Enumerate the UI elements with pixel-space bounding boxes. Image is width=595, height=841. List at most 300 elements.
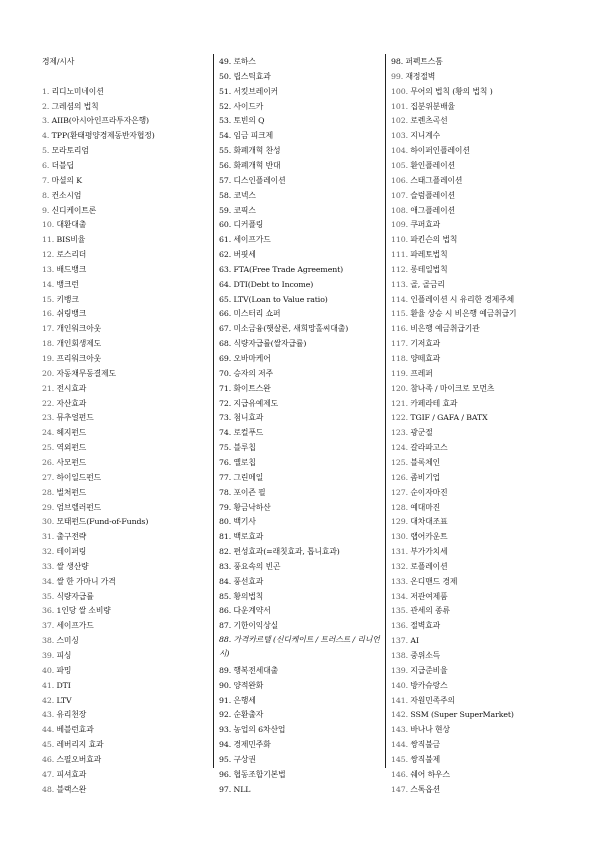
list-item: [219, 262, 385, 277]
item-text: 코픽스: [231, 205, 256, 215]
item-text: 파킨슨의 법칙: [407, 235, 458, 245]
item-text: 방카슈랑스: [407, 680, 448, 690]
item-text: 농업의 6차산업: [231, 725, 286, 735]
list-item: [391, 396, 559, 411]
item-text: 디스인플레이션: [231, 175, 286, 185]
item-number: 144.: [391, 740, 408, 750]
item-number: 128.: [391, 502, 408, 512]
item-text: 집분위분배율: [407, 101, 455, 111]
list-item: [42, 396, 213, 411]
item-number: 89.: [219, 665, 232, 675]
list-item: [42, 381, 213, 396]
item-number: 12.: [42, 250, 55, 260]
list-item: [391, 470, 559, 485]
item-text: 쌀 한 가마니 가격: [54, 576, 116, 586]
item-number: 99.: [391, 71, 404, 81]
item-text: 블록체인: [407, 457, 441, 467]
item-text: 지니계수: [407, 131, 441, 141]
item-text: 로하스: [231, 57, 256, 66]
list-item: [42, 678, 213, 693]
list-item: [42, 292, 213, 307]
item-number: 33.: [42, 561, 55, 571]
item-number: 97.: [219, 784, 232, 794]
list-item: [219, 277, 385, 292]
list-item: [42, 99, 213, 114]
list-item: [42, 84, 213, 99]
item-text: 승자의 저주: [231, 368, 274, 378]
list-item: [391, 663, 559, 678]
item-text: 프리워크아웃: [54, 354, 102, 363]
item-text: 개인워크아웃: [54, 324, 102, 334]
item-text: 키뱅크: [54, 294, 79, 304]
item-number: 72.: [219, 398, 232, 408]
item-number: 22.: [42, 398, 55, 408]
list-item: [42, 782, 213, 797]
item-text: 뱅크런: [54, 279, 79, 289]
list-item: [219, 440, 385, 455]
item-text: TPP(환태평양경제동반자협정): [49, 131, 155, 141]
list-item: [219, 767, 385, 782]
list-item: [219, 158, 385, 173]
list-item: [219, 321, 385, 336]
list-item: [219, 143, 385, 158]
list-item: [219, 678, 385, 693]
item-number: 66.: [219, 309, 232, 319]
list-item: [219, 410, 385, 425]
list-item: [42, 603, 213, 618]
item-number: 55.: [219, 146, 232, 156]
item-number: 47.: [42, 769, 55, 779]
item-text: 대환대출: [54, 220, 87, 230]
item-number: 127.: [391, 487, 408, 497]
item-text: 구상권: [231, 754, 256, 764]
item-text: 환인플레이션: [407, 160, 455, 170]
item-number: 113.: [391, 279, 408, 289]
item-number: 50.: [219, 71, 232, 81]
item-number: 111.: [391, 250, 408, 260]
item-text: 로스리더: [54, 250, 87, 260]
item-text: 그린메일: [231, 472, 264, 482]
item-text: 환율 상승 시 비은행 예금취급기: [407, 309, 517, 319]
item-number: 125.: [391, 457, 408, 467]
list-item: [219, 574, 385, 589]
item-number: 147.: [391, 784, 408, 794]
list-item: [42, 366, 213, 381]
item-number: 141.: [391, 695, 408, 705]
list-item: [219, 752, 385, 767]
item-number: 106.: [391, 175, 408, 185]
item-text: 피셔효과: [54, 769, 87, 779]
list-item: [391, 113, 559, 128]
list-item: [219, 247, 385, 262]
item-number: 78.: [219, 487, 232, 497]
item-number: 83.: [219, 561, 232, 571]
item-text: 다운계약서: [231, 606, 271, 616]
list-item: [391, 99, 559, 114]
list-item: [219, 589, 385, 604]
list-item: [391, 203, 559, 218]
item-text: 골, 골금리: [407, 279, 445, 289]
item-text: 미소금융(햇살론, 새희망홀씨대출): [231, 324, 349, 334]
item-text: 세이프가드: [231, 235, 271, 245]
item-text: BIS비율: [54, 235, 86, 245]
item-text: 베블런효과: [54, 725, 94, 735]
item-number: 59.: [219, 205, 232, 215]
item-number: 35.: [42, 591, 55, 601]
item-number: 81.: [219, 532, 232, 542]
list-item: [391, 514, 559, 529]
list-item: [219, 529, 385, 544]
item-number: 38.: [42, 636, 55, 646]
item-text: 양적완화: [231, 680, 264, 690]
item-number: 139.: [391, 665, 408, 675]
item-text: 마셜의 K: [49, 175, 83, 185]
item-text: 코넥스: [231, 190, 256, 200]
list-item: [42, 247, 213, 262]
item-text: 온디맨드 경제: [407, 576, 458, 586]
item-number: 134.: [391, 591, 408, 601]
item-text: 포이즌 필: [231, 487, 266, 497]
list-item: [42, 143, 213, 158]
item-number: 135.: [391, 606, 408, 616]
list-item: [42, 633, 213, 648]
item-number: 61.: [219, 235, 232, 245]
item-number: 118.: [391, 354, 408, 363]
item-text: 쉬링뱅크: [54, 309, 87, 319]
list-item: [391, 277, 559, 292]
item-text: 가격카르텔 (신디케이트 / 트러스트 / 리니언시): [219, 635, 380, 659]
item-text: 립스틱효과: [231, 71, 271, 81]
item-number: 19.: [42, 354, 55, 363]
list-item: [42, 707, 213, 722]
item-number: 103.: [391, 131, 408, 141]
list-item: [219, 113, 385, 128]
item-text: 경제민주화: [231, 740, 271, 750]
item-text: 스태그플레이션: [407, 175, 463, 185]
item-text: 절벽효과: [407, 621, 441, 631]
item-text: 사모펀드: [54, 457, 87, 467]
item-text: 디커플링: [231, 220, 264, 230]
item-text: 피싱: [54, 651, 72, 660]
list-item: [391, 529, 559, 544]
toc-table: [36, 54, 559, 794]
list-item: [219, 381, 385, 396]
item-number: 2.: [42, 101, 50, 111]
item-number: 86.: [219, 606, 232, 616]
item-number: 28.: [42, 487, 55, 497]
item-number: 29.: [42, 502, 55, 512]
item-number: 115.: [391, 309, 408, 319]
item-number: 100.: [391, 86, 408, 96]
item-text: 저관여제품: [407, 591, 448, 601]
item-text: DTI(Debt to Income): [231, 279, 314, 289]
item-text: 미스터리 쇼퍼: [231, 309, 281, 319]
list-item: [391, 158, 559, 173]
item-number: 123.: [391, 428, 408, 438]
item-text: 프레퍼: [407, 368, 433, 378]
list-item: [42, 485, 213, 500]
item-number: 49.: [219, 57, 232, 66]
item-number: 44.: [42, 725, 55, 735]
item-number: 107.: [391, 190, 408, 200]
item-number: 54.: [219, 131, 232, 141]
list-item: [219, 351, 385, 366]
item-number: 101.: [391, 101, 408, 111]
item-number: 42.: [42, 695, 55, 705]
list-item: [42, 544, 213, 559]
item-text: 그레셤의 법칙: [49, 101, 99, 111]
item-text: 하이퍼인플레이션: [407, 146, 470, 156]
item-text: 리디노미네이션: [49, 86, 104, 96]
item-text: 서킷브레이커: [231, 86, 279, 96]
item-number: 53.: [219, 116, 232, 126]
item-text: TGIF / GAFA / BATX: [407, 413, 488, 423]
item-text: 전시효과: [54, 383, 87, 393]
list-item: [219, 203, 385, 218]
list-item: [391, 559, 559, 574]
item-number: 25.: [42, 443, 55, 453]
item-number: 57.: [219, 175, 232, 185]
item-number: 136.: [391, 621, 408, 631]
list-item: [42, 113, 213, 128]
item-number: 94.: [219, 740, 232, 750]
list-item: [219, 336, 385, 351]
item-text: 자원민족주의: [407, 695, 455, 705]
item-number: 137.: [391, 636, 408, 646]
list-item: [42, 440, 213, 455]
item-text: 테이퍼링: [54, 547, 87, 557]
item-text: 파밍: [54, 665, 72, 675]
item-text: 토빈의 Q: [231, 116, 265, 126]
list-item: [391, 603, 559, 618]
item-text: 화폐개혁 찬성: [231, 146, 281, 156]
item-text: 스미싱: [54, 636, 79, 646]
item-number: 102.: [391, 116, 408, 126]
item-text: 컨소시엄: [49, 190, 82, 200]
item-number: 64.: [219, 279, 232, 289]
list-item: [391, 336, 559, 351]
list-item: [219, 485, 385, 500]
item-text: 블랙스완: [54, 784, 87, 794]
list-item: [42, 618, 213, 633]
list-item: [391, 648, 559, 663]
list-item: [219, 737, 385, 752]
item-text: 더블딥: [49, 160, 74, 170]
item-text: 부가가치세: [407, 547, 448, 557]
item-text: 스필오버효과: [54, 754, 102, 764]
item-text: SSM (Super SuperMarket): [407, 710, 514, 720]
item-number: 76.: [219, 457, 232, 467]
item-number: 1.: [42, 86, 50, 96]
item-text: 하이일드펀드: [54, 472, 102, 482]
item-text: AI: [407, 636, 419, 646]
item-text: 협동조합기본법: [231, 769, 286, 779]
item-text: 신디케이트론: [49, 205, 97, 215]
item-text: 바나나 현상: [407, 725, 450, 735]
item-text: 오바마케어: [231, 354, 271, 363]
item-text: 롱테일법칙: [407, 264, 448, 274]
item-number: 120.: [391, 383, 408, 393]
item-number: 116.: [391, 324, 408, 334]
list-item: [391, 262, 559, 277]
list-item: [42, 693, 213, 708]
item-number: 132.: [391, 561, 408, 571]
item-text: 대차대조표: [407, 517, 448, 527]
item-number: 4.: [42, 131, 50, 141]
item-text: 엄브렐러펀드: [54, 502, 102, 512]
item-text: AIIB(아시아인프라투자은행): [49, 116, 149, 126]
list-item: [391, 366, 559, 381]
item-number: 70.: [219, 368, 232, 378]
list-item: [42, 262, 213, 277]
item-text: 애그플레이션: [407, 205, 455, 215]
item-text: 사이드카: [231, 101, 264, 111]
item-text: 화폐개혁 반대: [231, 160, 281, 170]
list-item: [42, 767, 213, 782]
item-number: 90.: [219, 680, 232, 690]
item-number: 129.: [391, 517, 408, 527]
item-number: 9.: [42, 205, 50, 215]
item-text: 카페라테 효과: [407, 398, 458, 408]
item-number: 30.: [42, 517, 55, 527]
list-item: [42, 455, 213, 470]
list-item: [42, 410, 213, 425]
item-number: 14.: [42, 279, 55, 289]
item-number: 67.: [219, 324, 232, 334]
item-text: 기저효과: [407, 339, 441, 349]
item-number: 56.: [219, 160, 232, 170]
item-text: 퍼펙트스톰: [403, 57, 443, 66]
list-item: [42, 306, 213, 321]
item-text: 식량자급률: [54, 591, 94, 601]
item-text: 자산효과: [54, 398, 87, 408]
list-item: [391, 767, 559, 782]
item-text: 헤지펀드: [54, 428, 87, 438]
item-text: 은행세: [231, 695, 256, 705]
list-item: [42, 514, 213, 529]
list-item: [391, 485, 559, 500]
item-number: 39.: [42, 651, 55, 660]
list-item: [391, 544, 559, 559]
item-number: 16.: [42, 309, 55, 319]
item-number: 18.: [42, 339, 55, 349]
item-text: 순환출자: [231, 710, 264, 720]
item-number: 21.: [42, 383, 55, 393]
item-text: FTA(Free Trade Agreement): [231, 264, 344, 274]
list-item: [219, 663, 385, 678]
item-text: 레버리지 효과: [54, 740, 104, 750]
list-item: [391, 188, 559, 203]
item-number: 62.: [219, 250, 232, 260]
item-text: DTI: [54, 680, 71, 690]
item-number: 27.: [42, 472, 55, 482]
item-number: 6.: [42, 160, 50, 170]
list-item: [42, 351, 213, 366]
list-item: [42, 722, 213, 737]
list-item: [42, 559, 213, 574]
item-number: 5.: [42, 146, 50, 156]
item-text: 양떼효과: [407, 354, 441, 363]
item-number: 130.: [391, 532, 408, 542]
list-item: [391, 54, 559, 69]
list-item: [219, 232, 385, 247]
item-number: 32.: [42, 547, 55, 557]
item-number: 36.: [42, 606, 55, 616]
list-item: [219, 54, 385, 69]
list-item: [219, 455, 385, 470]
item-number: 142.: [391, 710, 408, 720]
item-text: 로플레이션: [407, 561, 448, 571]
item-number: 143.: [391, 725, 408, 735]
list-item: [219, 782, 385, 797]
item-number: 122.: [391, 413, 408, 423]
list-item: [219, 707, 385, 722]
list-item: [391, 707, 559, 722]
item-text: 편성효과(=래칫효과, 톱니효과): [231, 547, 340, 557]
list-item: [219, 366, 385, 381]
item-number: 52.: [219, 101, 232, 111]
column-3: [386, 54, 559, 794]
item-number: 10.: [42, 220, 55, 230]
list-item: [219, 306, 385, 321]
list-item: [391, 292, 559, 307]
list-item: [391, 678, 559, 693]
item-number: 110.: [391, 235, 408, 245]
item-number: 13.: [42, 264, 55, 274]
item-number: 87.: [219, 621, 232, 631]
list-item: [42, 128, 213, 143]
list-item: [42, 217, 213, 232]
item-number: 88.: [219, 635, 232, 645]
list-item: [391, 410, 559, 425]
item-text: 관세의 종류: [407, 606, 450, 616]
list-item: [42, 737, 213, 752]
item-number: 140.: [391, 680, 408, 690]
item-number: 96.: [219, 769, 232, 779]
list-item: [42, 158, 213, 173]
list-item: [219, 188, 385, 203]
list-item: [391, 143, 559, 158]
item-text: 행복전세대출: [231, 665, 279, 675]
item-number: 119.: [391, 368, 408, 378]
list-item: [391, 306, 559, 321]
item-text: 인플레이션 시 유리한 경제주체: [407, 294, 515, 304]
item-text: 개인회생제도: [54, 339, 102, 349]
item-text: 벌처펀드: [54, 487, 87, 497]
item-text: 쌍직불금: [407, 740, 441, 750]
item-number: 34.: [42, 576, 55, 586]
item-text: 참나족 / 마이크로 모먼츠: [407, 383, 495, 393]
list-item: [391, 217, 559, 232]
item-number: 37.: [42, 621, 55, 631]
item-text: LTV(Loan to Value ratio): [231, 294, 328, 304]
section-title: 경제/시사: [42, 57, 75, 66]
item-text: 1인당 쌀 소비량: [54, 606, 111, 616]
item-number: 71.: [219, 383, 232, 393]
item-text: 풍선효과: [231, 576, 264, 586]
list-item: [219, 514, 385, 529]
item-text: 쿠퍼효과: [407, 220, 441, 230]
list-item: [219, 544, 385, 559]
list-item: [219, 633, 385, 663]
item-number: 63.: [219, 264, 232, 274]
item-number: 20.: [42, 368, 55, 378]
item-number: 51.: [219, 86, 232, 96]
item-number: 91.: [219, 695, 232, 705]
list-item: [219, 99, 385, 114]
item-text: 황의법칙: [231, 591, 264, 601]
item-number: 124.: [391, 443, 408, 453]
